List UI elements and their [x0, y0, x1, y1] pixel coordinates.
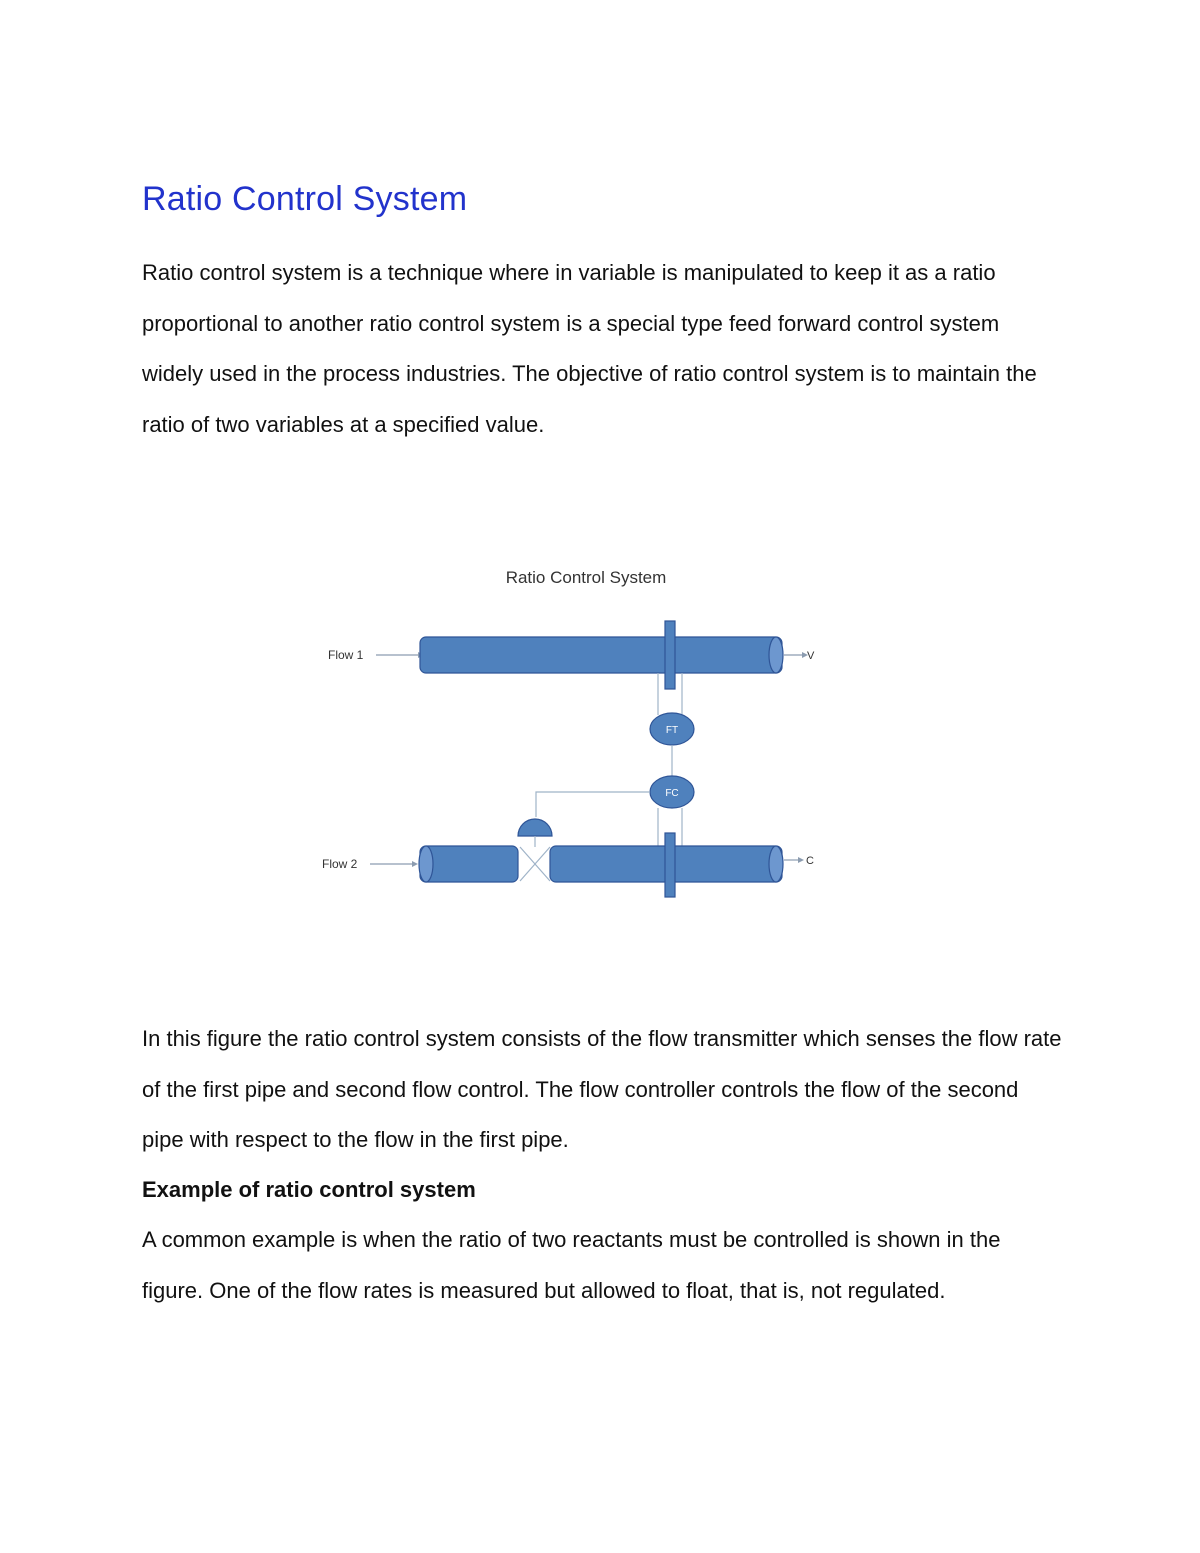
outlet2-label: C — [806, 855, 814, 867]
example-heading: Example of ratio control system — [142, 1177, 476, 1202]
ratio-control-diagram — [300, 555, 860, 915]
fc-valve-signal-line — [536, 792, 650, 817]
valve-actuator — [518, 819, 552, 836]
flow-transmitter-label: FT — [665, 725, 679, 736]
example-paragraph: A common example is when the ratio of two reactants must be controlled is shown in the figure. One of the flow rates is measured but allowed to float, that is, not regulated. — [142, 1227, 1001, 1303]
page-title: Ratio Control System — [142, 180, 468, 218]
flow2-label: Flow 2 — [322, 857, 358, 871]
top-orifice-plate — [665, 621, 675, 689]
flow-controller-label: FC — [665, 788, 679, 799]
bottom-orifice-plate — [665, 833, 675, 897]
figure-title: Ratio Control System — [505, 568, 667, 587]
intro-paragraph: Ratio control system is a technique where in variable is manipulated to keep it as a ratio proportional to another ratio control system is a special type feed forward control system widely used in the process industries. The objective of ratio control system is to maintain the ratio of two variables at a specified value. — [142, 260, 1037, 437]
outlet1-label: V — [807, 650, 815, 662]
figure-explanation-paragraph: In this figure the ratio control system consists of the flow transmitter which senses the flow rate of the first pipe and second flow control. The flow controller controls the flow of the second pipe with respect to the flow in the first pipe. — [142, 1026, 1062, 1152]
bottom-left-pipe — [419, 846, 518, 882]
top-pipe — [420, 637, 783, 673]
flow1-label: Flow 1 — [328, 648, 364, 662]
